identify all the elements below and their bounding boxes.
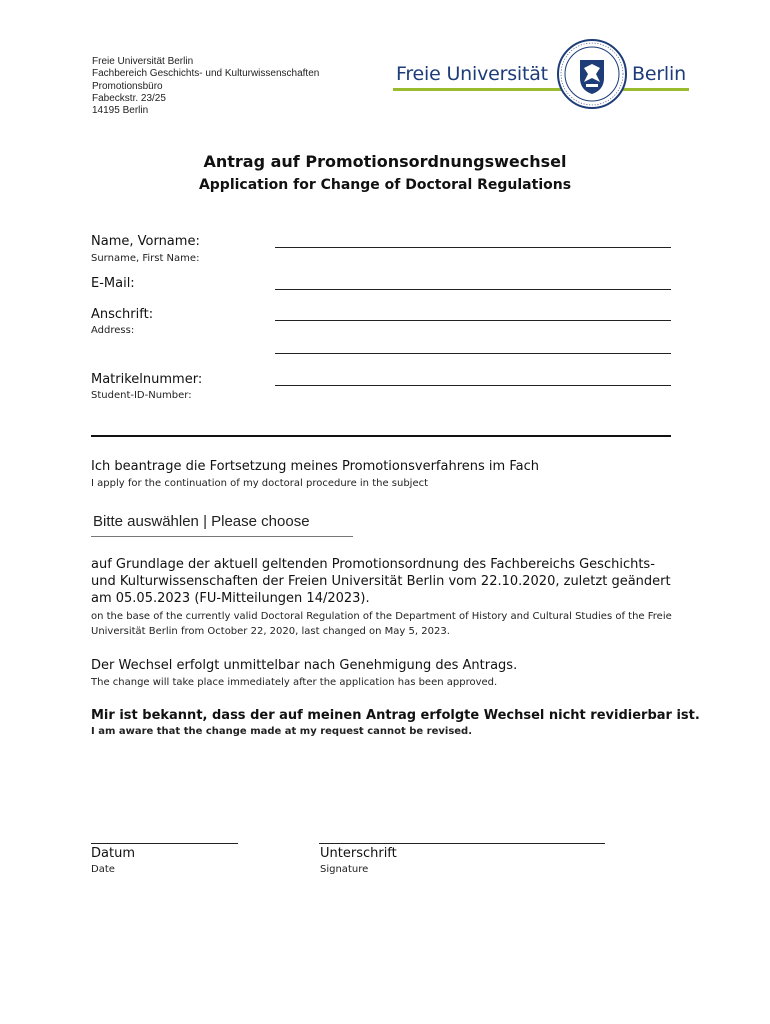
page-title-en: Application for Change of Doctoral Regulations <box>198 177 572 193</box>
email-label: E-Mail: <box>91 276 135 291</box>
signature-label: Unterschrift <box>320 846 397 861</box>
address-field-line2[interactable] <box>275 353 671 354</box>
section-divider <box>91 435 671 437</box>
page-title-de: Antrag auf Promotionsordnungswechsel <box>203 152 567 171</box>
university-seal-icon <box>556 38 628 110</box>
subject-select[interactable]: Bitte auswählen | Please choose <box>93 513 310 530</box>
student-id-field[interactable] <box>275 385 671 386</box>
regulation-basis-en: on the base of the currently valid Doctoral Regulation of the Department of History and Cultural Studies of the Freie Universität Berlin from October 22, 2020, last changed on May 5, 2023. <box>91 611 672 637</box>
sender-line-city: 14195 Berlin <box>92 105 149 117</box>
logo-wordmark-right: Berlin <box>632 63 686 85</box>
irrevocable-notice-de: Mir ist bekannt, dass der auf meinen Antrag erfolgte Wechsel nicht revidierbar ist. <box>91 708 700 723</box>
sender-line-university: Freie Universität Berlin <box>92 56 194 67</box>
change-note-en: The change will take place immediately after the application has been approved. <box>91 677 498 688</box>
change-note-de: Der Wechsel erfolgt unmittelbar nach Genehmigung des Antrags. <box>91 658 518 673</box>
name-sublabel: Surname, First Name: <box>91 253 200 264</box>
address-field-line1[interactable] <box>275 320 671 321</box>
signature-field[interactable] <box>319 843 605 844</box>
date-sublabel: Date <box>91 864 115 875</box>
subject-select-underline <box>91 536 353 537</box>
logo-accent-line <box>393 88 689 91</box>
signature-sublabel: Signature <box>320 864 369 875</box>
student-id-sublabel: Student-ID-Number: <box>91 390 192 401</box>
sender-line-department: Fachbereich Geschichts- und Kulturwissenschaften <box>92 68 320 80</box>
irrevocable-notice-en: I am aware that the change made at my request cannot be revised. <box>91 726 473 737</box>
sender-line-street: Fabeckstr. 23/25 <box>92 92 166 104</box>
email-field[interactable] <box>275 289 671 290</box>
date-field[interactable] <box>91 843 238 844</box>
logo-wordmark-left: Freie Universität <box>396 63 548 85</box>
address-sublabel: Address: <box>91 325 135 336</box>
subject-request-en: I apply for the continuation of my doctoral procedure in the subject <box>91 478 429 489</box>
student-id-label: Matrikelnummer: <box>91 372 203 387</box>
subject-request-de: Ich beantrage die Fortsetzung meines Promotionsverfahrens im Fach <box>91 459 539 474</box>
regulation-basis-de: auf Grundlage der aktuell geltenden Promotionsordnung des Fachbereichs Geschichts- und Kulturwissenschaften der Freien Universität Berlin vom 22.10.2020, zuletzt geändert am 05.05.2023 (FU-Mitteilungen 14/2023). <box>91 557 671 606</box>
sender-line-office: Promotionsbüro <box>92 80 163 92</box>
name-field[interactable] <box>275 247 671 248</box>
date-label: Datum <box>91 846 135 861</box>
sender-address <box>92 56 319 117</box>
address-label: Anschrift: <box>91 307 154 322</box>
name-label: Name, Vorname: <box>91 234 200 249</box>
